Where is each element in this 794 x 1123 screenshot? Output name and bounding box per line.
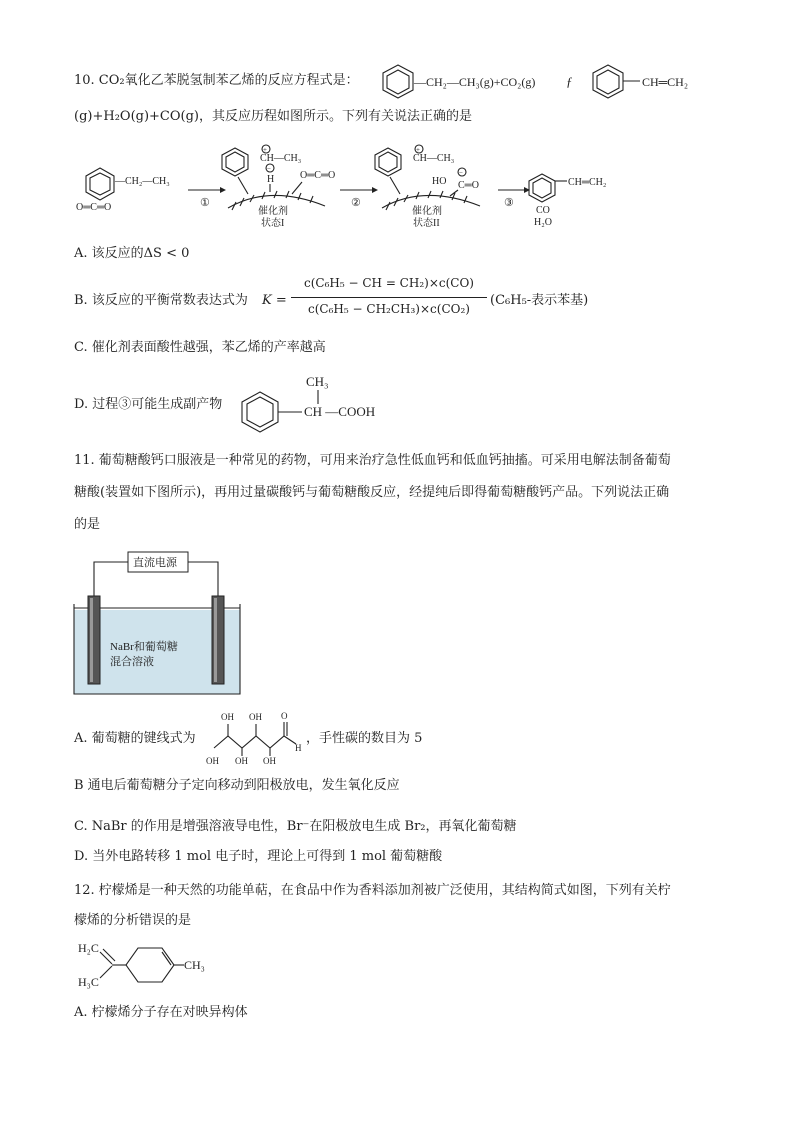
q10-mechanism-diagram (70, 140, 670, 232)
power-supply-label: 直流电源 (133, 557, 177, 569)
glucose-skeletal-formula (206, 708, 306, 766)
diag-state2-chain: CH—CH₃ (413, 153, 455, 164)
svg-text:OH: OH (221, 712, 234, 722)
left-electrode (88, 596, 100, 684)
limonene-h3c: H₃C (78, 975, 99, 989)
q10-stem-b: (g)+H₂O(g)+CO(g)，其反应历程如图所示。下列有关说法正确的是 (74, 109, 472, 124)
q11-stem-3: 的是 (74, 517, 101, 532)
diag-reactant-chain: —CH₂—CH₃ (115, 176, 170, 187)
svg-text:OH: OH (263, 756, 276, 766)
svg-text:OH: OH (206, 756, 219, 766)
q12-stem-2: 檬烯的分析错误的是 (74, 913, 192, 928)
diag-catalyst-1: 催化剂 (258, 206, 288, 217)
diag-state1-co2: O═C═O (300, 170, 336, 181)
q10-option-d-structure (238, 370, 408, 436)
diag-state2-ho: HO (432, 176, 447, 187)
svg-text:−: − (267, 165, 271, 173)
q11-option-d: D. 当外电路转移 1 mol 电子时，理论上可得到 1 mol 葡萄糖酸 (74, 849, 443, 864)
svg-text:H: H (295, 743, 302, 753)
diag-state1-chain: CH—CH₃ (260, 153, 302, 164)
q10-option-d-prefix: D. 过程③可能生成副产物 (74, 397, 223, 412)
diag-co2: O═C═O (76, 202, 112, 213)
q10-option-c: C. 催化剂表面酸性越强，苯乙烯的产率越高 (74, 340, 326, 355)
diag-step3: ③ (504, 197, 514, 209)
q10-stem-a: 10. CO₂氧化乙苯脱氢制苯乙烯的反应方程式是： (74, 73, 359, 88)
diag-state2-label: 状态II (413, 218, 440, 229)
eq-reactant-text: —CH₂—CH₃(g)+CO₂(g) (414, 75, 536, 89)
q10-equation-structures (370, 62, 730, 102)
q11-option-a-suffix: ，手性碳的数目为 5 (306, 731, 423, 746)
q10-option-b-numerator: c(C₆H₅ − CH = CH₂)×c(CO) (304, 276, 474, 290)
limonene-ch3: CH₃ (184, 958, 205, 972)
q10-option-b-denominator: c(C₆H₅ − CH₂CH₃)×c(CO₂) (308, 302, 470, 316)
svg-text:+: + (416, 146, 420, 154)
q10-option-a: A. 该反应的ΔS < 0 (74, 246, 190, 261)
eq-arrow: ƒ (566, 74, 573, 89)
q11-option-a-prefix: A. 葡萄糖的键线式为 (74, 731, 196, 746)
q11-stem-2: 糖酸(装置如下图所示)，再用过量碳酸钙与葡萄糖酸反应，经提纯后即得葡萄糖酸钙产品。下列说法正确 (74, 485, 670, 500)
svg-text:OH: OH (249, 712, 262, 722)
diag-co: CO (536, 205, 550, 216)
q11-option-c: C. NaBr 的作用是增强溶液导电性，Br⁻在阳极放电生成 Br₂，再氧化葡萄糖 (74, 819, 517, 834)
svg-text:O: O (281, 711, 288, 721)
q12-stem-1: 12. 柠檬烯是一种天然的功能单萜，在食品中作为香料添加剂被广泛使用，其结构简式如图，下列有关柠 (74, 883, 671, 898)
solution-label-2: 混合溶液 (110, 656, 154, 668)
diag-step1: ① (200, 197, 210, 209)
diag-state1-label: 状态I (261, 218, 285, 229)
solution-label-1: NaBr和葡萄糖 (110, 641, 178, 653)
diag-product-chain: CH═CH₂ (568, 177, 607, 188)
svg-text:OH: OH (235, 756, 248, 766)
fraction-bar (291, 297, 487, 298)
right-electrode (212, 596, 224, 684)
diag-step2: ② (351, 197, 361, 209)
q11-stem-1: 11. 葡萄糖酸钙口服液是一种常见的药物，可用来治疗急性低血钙和低血钙抽搐。可采用电解法制备葡萄 (74, 453, 671, 468)
diag-h2o: H₂O (534, 217, 552, 228)
option-d-chain: CH —COOH (304, 404, 376, 419)
svg-text:+: + (263, 146, 267, 154)
electrolysis-apparatus (70, 546, 246, 698)
q12-option-a: A. 柠檬烯分子存在对映异构体 (74, 1005, 248, 1020)
limonene-structure (78, 938, 218, 994)
option-d-ch3: CH₃ (306, 374, 329, 389)
svg-text:−: − (459, 169, 463, 177)
diag-state1-h: H (267, 174, 275, 185)
q10-option-b-prefix: B. 该反应的平衡常数表达式为 (74, 293, 248, 308)
k-symbol: K = (262, 293, 287, 308)
q10-option-b-note: (C₆H₅-表示苯基) (490, 293, 589, 308)
q11-option-b: B 通电后葡萄糖分子定向移动到阳极放电，发生氧化反应 (74, 778, 400, 793)
eq-product-text: CH═CH₂ (642, 75, 689, 89)
diag-state2-co: C═O (458, 180, 479, 191)
diag-catalyst-2: 催化剂 (412, 206, 442, 217)
limonene-h2c: H₂C (78, 941, 99, 955)
